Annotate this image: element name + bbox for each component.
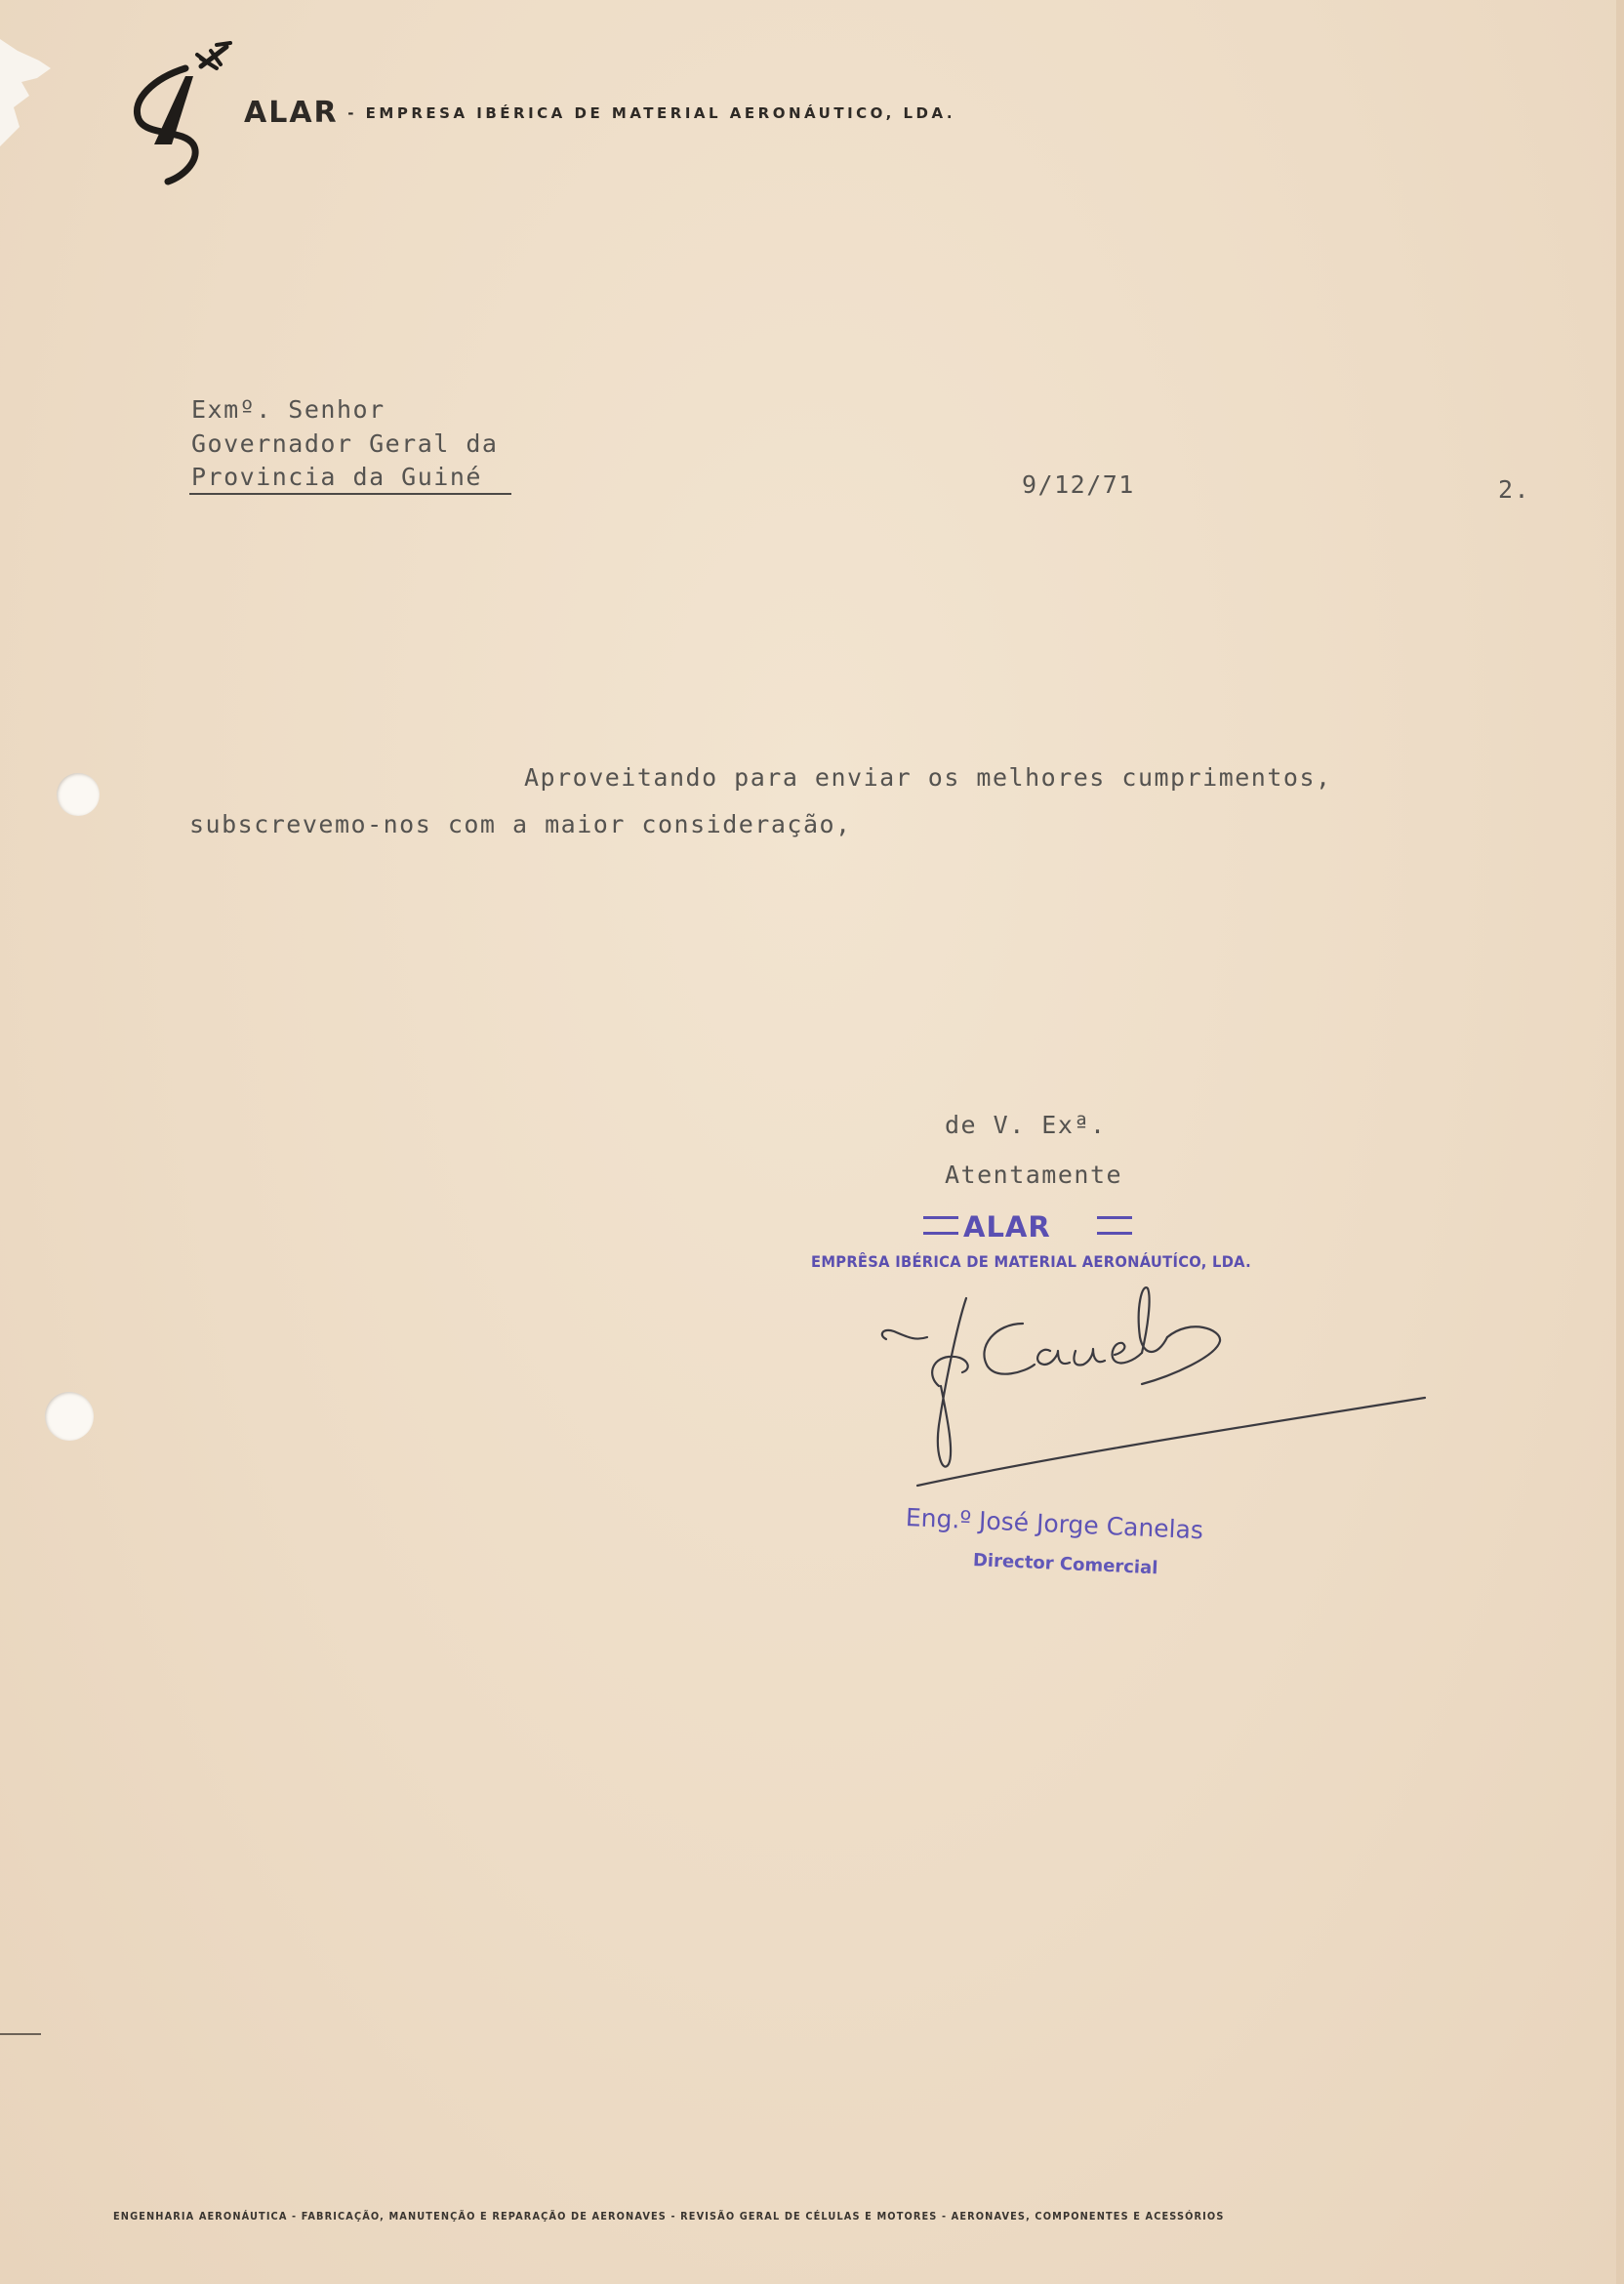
stamp-brand-text: ALAR [963, 1210, 1051, 1244]
closing-line-2: Atentamente [945, 1161, 1123, 1189]
letterhead-footer: ENGENHARIA AERONÁUTICA - FABRICAÇÃO, MANUTENÇÃO E REPARAÇÃO DE AERONAVES - REVISÃO GERAL DE CÉLULAS E MOTORES - AERONAVES, COMPONENTES E ACESSÓRIOS [113, 2211, 1225, 2223]
body-line-2: subscrevemo-nos com a maior consideração, [189, 810, 852, 838]
stamp-bar-right-top [1097, 1216, 1132, 1219]
punch-hole-bottom [45, 1392, 94, 1441]
stamp-brand [924, 1210, 1051, 1244]
edge-mark [0, 2033, 41, 2035]
recipient-underline [189, 493, 511, 495]
recipient-line-3: Provincia da Guiné [191, 463, 482, 491]
handwritten-signature [859, 1269, 1444, 1493]
stamp-company: EMPRÊSA IBÉRICA DE MATERIAL AERONÁUTÍCO, LDA. [811, 1252, 1252, 1271]
punch-hole-top [57, 773, 100, 816]
paper-edge [1616, 0, 1624, 2284]
signatory-name: Eng.º José Jorge Canelas [905, 1503, 1204, 1545]
body-line-1: Aproveitando para enviar os melhores cumprimentos, [524, 763, 1332, 792]
recipient-line-2: Governador Geral da [191, 429, 499, 458]
closing-line-1: de V. Exª. [945, 1111, 1107, 1139]
letterhead-brand: ALAR [244, 96, 339, 130]
letterhead-company [244, 96, 955, 130]
page-number: 2. [1498, 475, 1531, 504]
letterhead-company-name: - EMPRESA IBÉRICA DE MATERIAL AERONÁUTICO, LDA. [347, 103, 956, 122]
torn-corner-mark [0, 39, 59, 146]
letter-date: 9/12/71 [1022, 470, 1135, 499]
signatory-title: Director Comercial [972, 1550, 1158, 1579]
alar-airplane-logo-icon [125, 39, 242, 185]
recipient-line-1: Exmº. Senhor [191, 395, 386, 424]
stamp-bar-right-bottom [1097, 1232, 1132, 1235]
